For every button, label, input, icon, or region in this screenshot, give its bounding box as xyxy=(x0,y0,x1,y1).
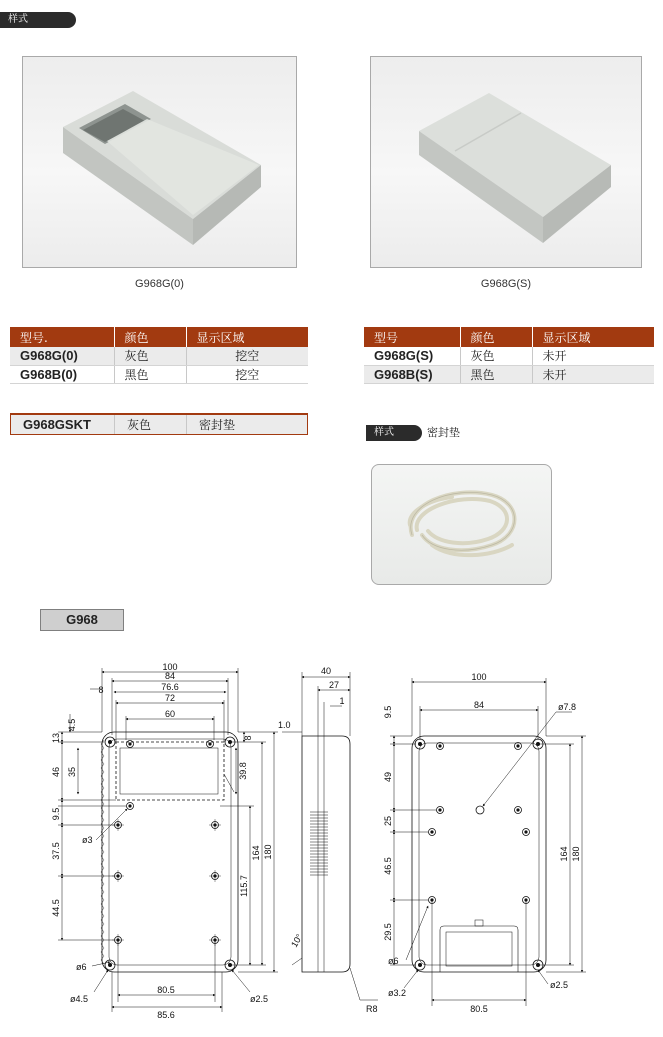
dim-label: 164 xyxy=(251,845,261,861)
dim-label: 27 xyxy=(328,680,340,690)
dim-label: 40 xyxy=(320,666,332,676)
dim-label: 29.5 xyxy=(383,923,393,941)
dim-label: 46.5 xyxy=(383,857,393,875)
dim-label: 76.6 xyxy=(161,682,179,692)
gasket-photo xyxy=(371,464,552,585)
gasket-style-tag xyxy=(366,425,422,441)
dim-label: 8 xyxy=(98,685,104,695)
cell-model: G968B(S) xyxy=(364,365,460,383)
cell-color: 黑色 xyxy=(114,365,186,383)
back-bosses xyxy=(429,743,530,904)
dim-label: ø3.2 xyxy=(388,988,407,998)
model-tab: G968 xyxy=(40,609,124,631)
table-header-row xyxy=(364,327,654,347)
enclosure-open-image xyxy=(23,57,297,268)
cell-display-area: 挖空 xyxy=(186,347,308,365)
cell-model: G968B(0) xyxy=(10,365,114,383)
dim-label: 72 xyxy=(164,693,176,703)
dim-label: 8 xyxy=(243,735,253,741)
cell-color: 灰色 xyxy=(114,347,186,365)
cell-color: 灰色 xyxy=(460,347,532,365)
dim-label: 25 xyxy=(383,815,393,827)
header-model: 型号. xyxy=(10,327,114,347)
dim-label: 13 xyxy=(51,732,61,744)
cell-model: G968GSKT xyxy=(11,415,115,434)
dim-label: ø3 xyxy=(82,835,93,845)
front-dimension-labels xyxy=(51,662,273,1020)
cell-display-area: 未开 xyxy=(532,365,654,383)
cell-color: 灰色 xyxy=(115,415,187,434)
cell-display-area: 未开 xyxy=(532,347,654,365)
header-display-area: 显示区域 xyxy=(186,327,308,347)
dim-label: 10° xyxy=(289,932,305,949)
gasket-tag-text: 密封垫 xyxy=(427,426,460,439)
spec-table-open xyxy=(10,327,308,384)
dim-label: 9.5 xyxy=(383,705,393,719)
cell-color: 黑色 xyxy=(460,365,532,383)
dim-label: ø7.8 xyxy=(558,702,577,712)
dim-label: R8 xyxy=(366,1004,378,1014)
dim-label: 9.5 xyxy=(51,807,61,821)
dim-label: 115.7 xyxy=(239,875,249,897)
dim-label: 80.5 xyxy=(157,985,175,995)
cell-description: 密封垫 xyxy=(199,418,236,432)
product-photo-open-window xyxy=(22,56,297,268)
dim-label: 85.6 xyxy=(157,1010,175,1020)
dim-label: 1 xyxy=(339,696,345,706)
dim-label: 44.5 xyxy=(51,899,61,917)
technical-drawing xyxy=(0,640,663,1037)
gasket-style-tag-label: 样式 xyxy=(374,427,394,438)
header-color: 颜色 xyxy=(460,327,532,347)
dim-label: 60 xyxy=(164,709,176,719)
front-outline xyxy=(102,732,238,972)
dim-label: 84 xyxy=(473,700,485,710)
gasket-row xyxy=(10,413,308,435)
dim-label: 100 xyxy=(162,662,178,672)
table-row xyxy=(364,365,654,383)
table-row xyxy=(364,347,654,365)
dim-label: 180 xyxy=(571,846,581,862)
dim-label: 164 xyxy=(559,846,569,862)
side-dimension-labels xyxy=(278,666,378,1014)
back-dimension-labels xyxy=(383,672,581,1014)
header-model: 型号 xyxy=(364,327,460,347)
cell-model: G968G(S) xyxy=(364,347,460,365)
cell-model: G968G(0) xyxy=(10,347,114,365)
spec-table-closed xyxy=(364,327,654,384)
dim-label: 39.8 xyxy=(238,762,248,780)
table-header-row xyxy=(10,327,308,347)
dim-label: 180 xyxy=(263,844,273,860)
dim-label: 1.0 xyxy=(278,720,291,730)
enclosure-closed-image xyxy=(371,57,642,268)
dim-label: 80.5 xyxy=(470,1004,488,1014)
style-tag-label: 样式 xyxy=(8,14,28,25)
dim-label: 46 xyxy=(51,766,61,778)
dim-label: 49 xyxy=(383,771,393,783)
dim-label: ø6 xyxy=(76,962,87,972)
dim-label: 84 xyxy=(164,671,176,681)
gasket-image xyxy=(372,465,552,585)
front-pcb-bosses xyxy=(115,741,219,944)
photo-caption-1: G968G(0) xyxy=(135,278,184,290)
product-photo-closed xyxy=(370,56,642,268)
dim-label: ø2.5 xyxy=(250,994,269,1004)
photo-caption-2: G968G(S) xyxy=(480,278,532,290)
dim-label: 4.5 xyxy=(67,718,77,732)
cell-display-area: 挖空 xyxy=(186,365,308,383)
dim-label: ø2.5 xyxy=(550,980,569,990)
dim-label: ø4.5 xyxy=(70,994,89,1004)
style-tag xyxy=(0,12,76,28)
dim-label: 35 xyxy=(67,766,77,778)
dim-label: 100 xyxy=(471,672,487,682)
header-display-area: 显示区域 xyxy=(532,327,654,347)
dim-label: 37.5 xyxy=(51,842,61,860)
header-color: 颜色 xyxy=(114,327,186,347)
table-row xyxy=(10,365,308,383)
table-row xyxy=(10,347,308,365)
dim-label: ø6 xyxy=(388,956,399,966)
back-center-hole xyxy=(476,806,484,814)
